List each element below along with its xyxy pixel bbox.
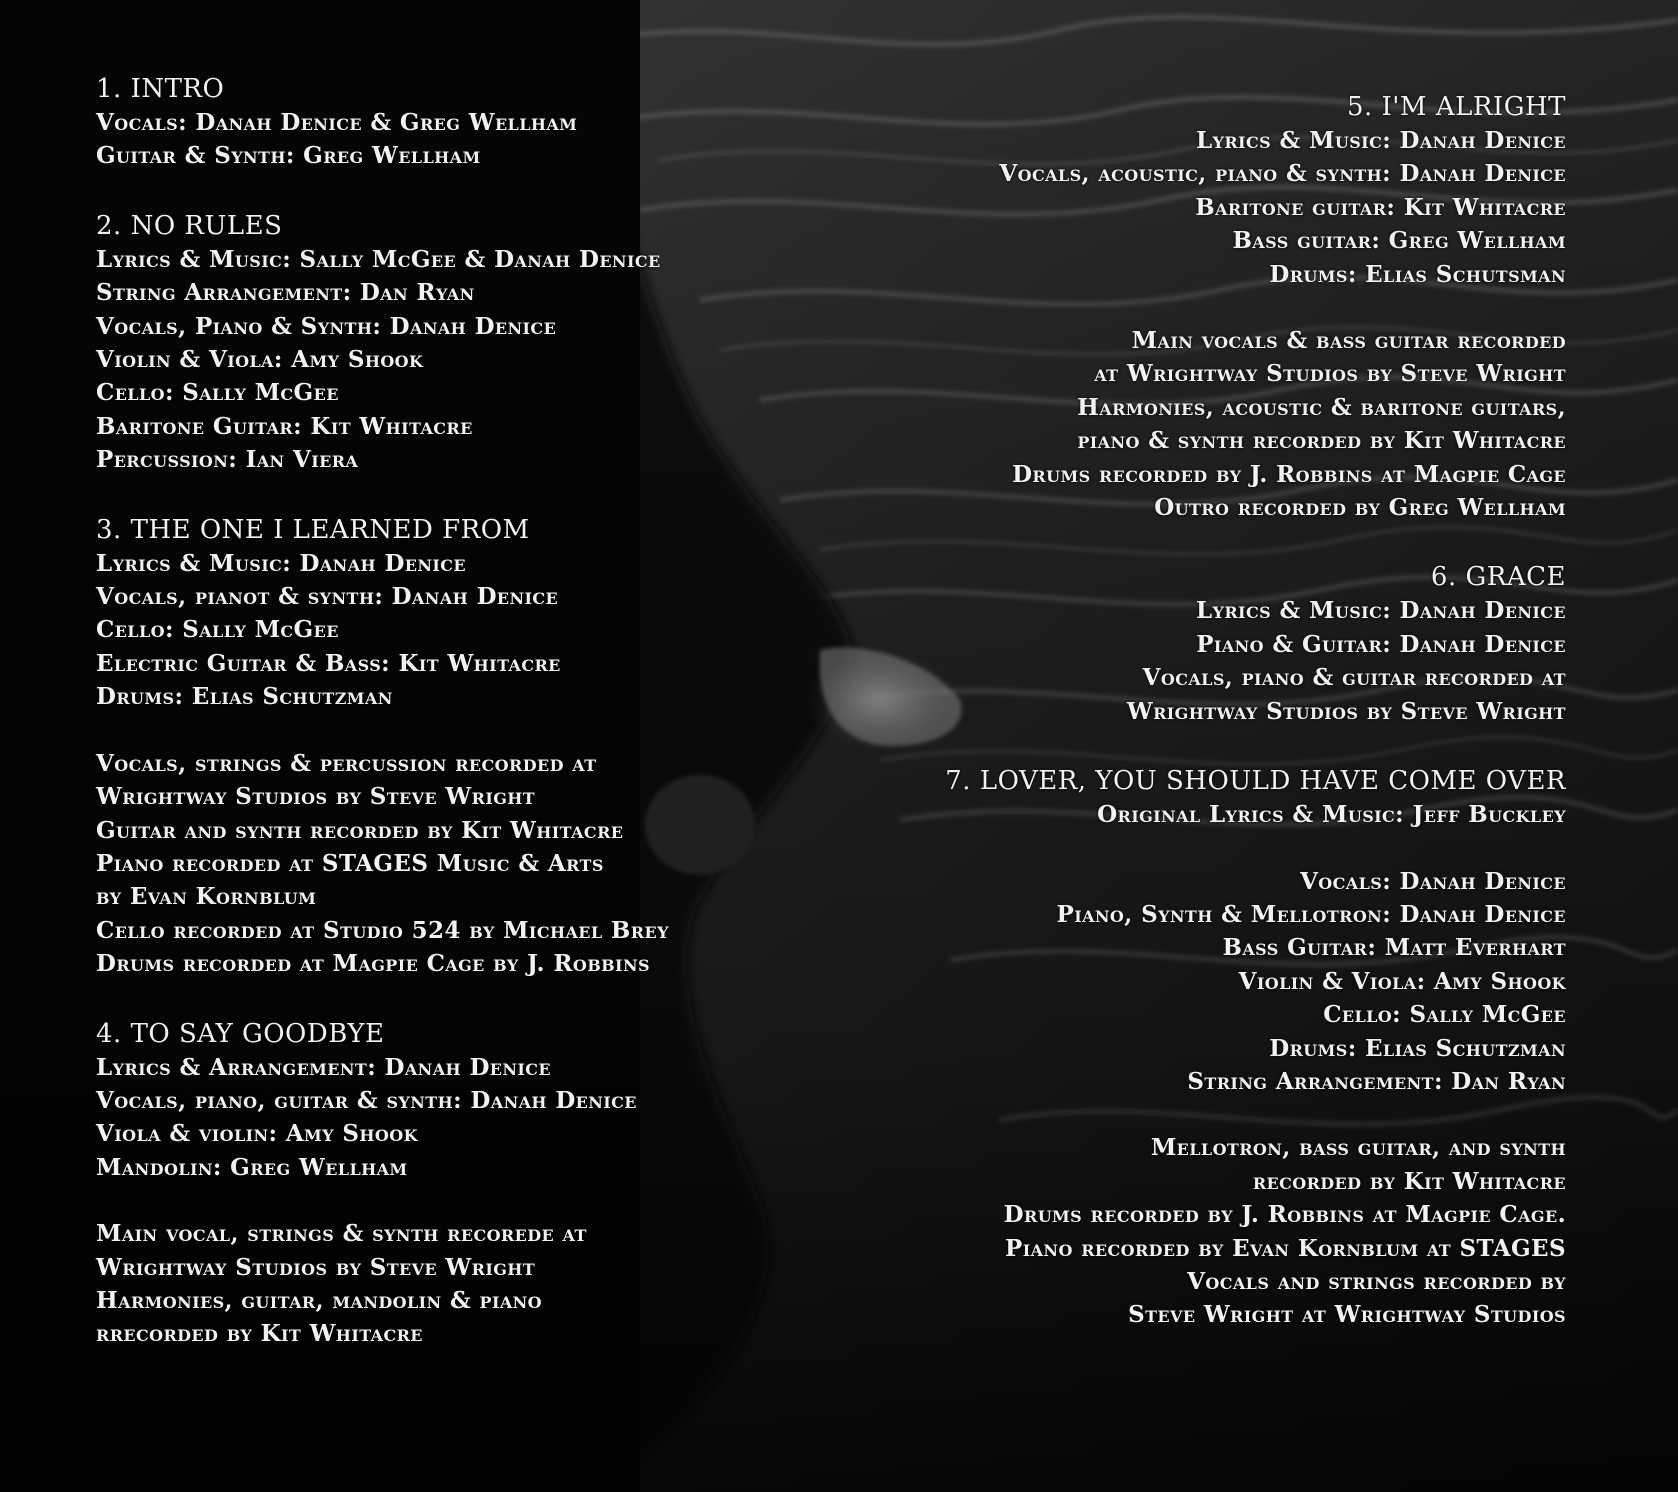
spacer	[806, 832, 1566, 865]
credit-line: Vocals, piano & guitar recorded at	[1142, 664, 1566, 692]
credit-line: Original Lyrics & Music: Jeff Buckley	[1097, 801, 1566, 829]
credit-line: Vocals: Danah Denice	[1300, 867, 1566, 895]
left-credits-column	[96, 72, 796, 1387]
track-2	[96, 209, 796, 477]
track-credits	[96, 106, 796, 173]
track-title: 4. TO SAY GOODBYE	[96, 1018, 385, 1049]
recording-note: rrecorded by Kit Whitacre	[96, 1320, 423, 1348]
credit-line: Piano & Guitar: Danah Denice	[1196, 630, 1566, 658]
track-title: 1. INTRO	[96, 74, 225, 104]
track-credits	[96, 547, 796, 981]
recording-note: at Wrightway Studios by Steve Wright	[1094, 360, 1566, 388]
credit-line: Drums: Elias Schutzman	[96, 683, 393, 711]
recording-note: Main vocal, strings & synth recorede at	[96, 1220, 587, 1248]
credit-line: Drums: Elias Schutzman	[1269, 1034, 1566, 1062]
track-credits	[96, 1051, 796, 1351]
track-credits	[806, 124, 1566, 524]
track-title: 6. GRACE	[1430, 562, 1566, 593]
credit-line: Lyrics & Music: Danah Denice	[1195, 597, 1566, 625]
track-title: 7. LOVER, YOU SHOULD HAVE COME OVER	[945, 766, 1566, 797]
track-7	[806, 764, 1566, 1332]
credit-line: Lyrics & Music: Danah Denice	[1195, 127, 1566, 154]
credit-line: Electric Guitar & Bass: Kit Whitacre	[96, 649, 561, 677]
recording-note: Wrightway Studios by Steve Wright	[96, 1253, 536, 1281]
recording-note: recorded by Kit Whitacre	[1252, 1167, 1566, 1195]
recording-note: Cello recorded at Studio 524 by Michael Brey	[96, 916, 669, 944]
track-credits	[96, 243, 796, 477]
recording-note: Drums recorded by J. Robbins at Magpie Cage.	[1003, 1201, 1566, 1229]
credit-line: Lyrics & Music: Sally McGee & Danah Denice	[96, 245, 661, 273]
credit-line: Lyrics & Arrangement: Danah Denice	[96, 1053, 552, 1081]
track-3	[96, 513, 796, 981]
spacer	[96, 714, 796, 747]
spacer	[806, 1098, 1566, 1131]
track-title: 3. THE ONE I LEARNED FROM	[96, 514, 530, 545]
spacer	[96, 1184, 796, 1217]
credit-line: Viola & violin: Amy Shook	[96, 1120, 418, 1148]
recording-note: Harmonies, acoustic & baritone guitars,	[1077, 393, 1566, 421]
credit-line: Violin & Viola: Amy Shook	[1238, 967, 1566, 995]
credit-line: Cello: Sally McGee	[96, 616, 339, 644]
spacer	[806, 291, 1566, 324]
credit-line: Bass guitar: Greg Wellham	[1232, 227, 1566, 255]
credit-line: Piano, Synth & Mellotron: Danah Denice	[1056, 900, 1566, 928]
credit-line: Cello: Sally McGee	[1323, 1001, 1566, 1029]
credit-line: Baritone guitar: Kit Whitacre	[1195, 193, 1566, 221]
credit-line: Violin & Viola: Amy Shook	[96, 346, 424, 374]
track-credits	[806, 594, 1566, 728]
recording-note: Outro recorded by Greg Wellham	[1154, 494, 1566, 522]
recording-note: Vocals, strings & percussion recorded at	[96, 749, 597, 777]
track-credits	[806, 798, 1566, 1332]
recording-note: Drums recorded at Magpie Cage by J. Robbins	[96, 950, 650, 978]
credit-line: Vocals: Danah Denice & Greg Wellham	[96, 109, 578, 136]
credit-line: Baritone Guitar: Kit Whitacre	[96, 412, 473, 440]
credit-line: Wrightway Studios by Steve Wright	[1126, 697, 1566, 725]
credit-line: Vocals, pianot & synth: Danah Denice	[96, 583, 559, 611]
track-4	[96, 1017, 796, 1351]
recording-note: Piano recorded by Evan Kornblum at STAGES	[1005, 1234, 1566, 1262]
credit-line: Lyrics & Music: Danah Denice	[96, 549, 467, 577]
credit-line: Vocals, acoustic, piano & synth: Danah Denice	[999, 160, 1566, 188]
track-title: 2. NO RULES	[96, 210, 283, 241]
credit-line: Vocals, Piano & Synth: Danah Denice	[96, 312, 557, 340]
right-credits-column	[806, 90, 1566, 1368]
recording-note: Drums recorded by J. Robbins at Magpie Cage	[1012, 460, 1566, 488]
credit-line: Cello: Sally McGee	[96, 379, 339, 407]
track-title: 5. I'M ALRIGHT	[1346, 92, 1566, 122]
credit-line: String Arrangement: Dan Ryan	[96, 279, 475, 307]
credit-line: Vocals, piano, guitar & synth: Danah Denice	[96, 1086, 637, 1114]
recording-note: Mellotron, bass guitar, and synth	[1150, 1134, 1566, 1162]
track-1	[96, 72, 796, 173]
track-5	[806, 90, 1566, 524]
credit-line: Percussion: Ian Viera	[96, 446, 359, 474]
credit-line: String Arrangement: Dan Ryan	[1187, 1067, 1566, 1095]
credit-line: Guitar & Synth: Greg Wellham	[96, 142, 481, 170]
recording-note: Main vocals & bass guitar recorded	[1131, 327, 1566, 355]
credit-line: Drums: Elias Schutsman	[1269, 260, 1566, 288]
recording-note: Vocals and strings recorded by	[1187, 1267, 1566, 1295]
recording-note: Wrightway Studios by Steve Wright	[96, 783, 536, 811]
recording-note: Steve Wright at Wrightway Studios	[1128, 1301, 1566, 1329]
recording-note: by Evan Kornblum	[96, 883, 317, 911]
recording-note: piano & synth recorded by Kit Whitacre	[1077, 427, 1566, 455]
recording-note: Piano recorded at STAGES Music & Arts	[96, 849, 604, 877]
recording-note: Harmonies, guitar, mandolin & piano	[96, 1286, 543, 1314]
credit-line: Mandolin: Greg Wellham	[96, 1153, 408, 1181]
track-6	[806, 560, 1566, 728]
recording-note: Guitar and synth recorded by Kit Whitacre	[96, 816, 624, 844]
credit-line: Bass Guitar: Matt Everhart	[1222, 934, 1566, 962]
